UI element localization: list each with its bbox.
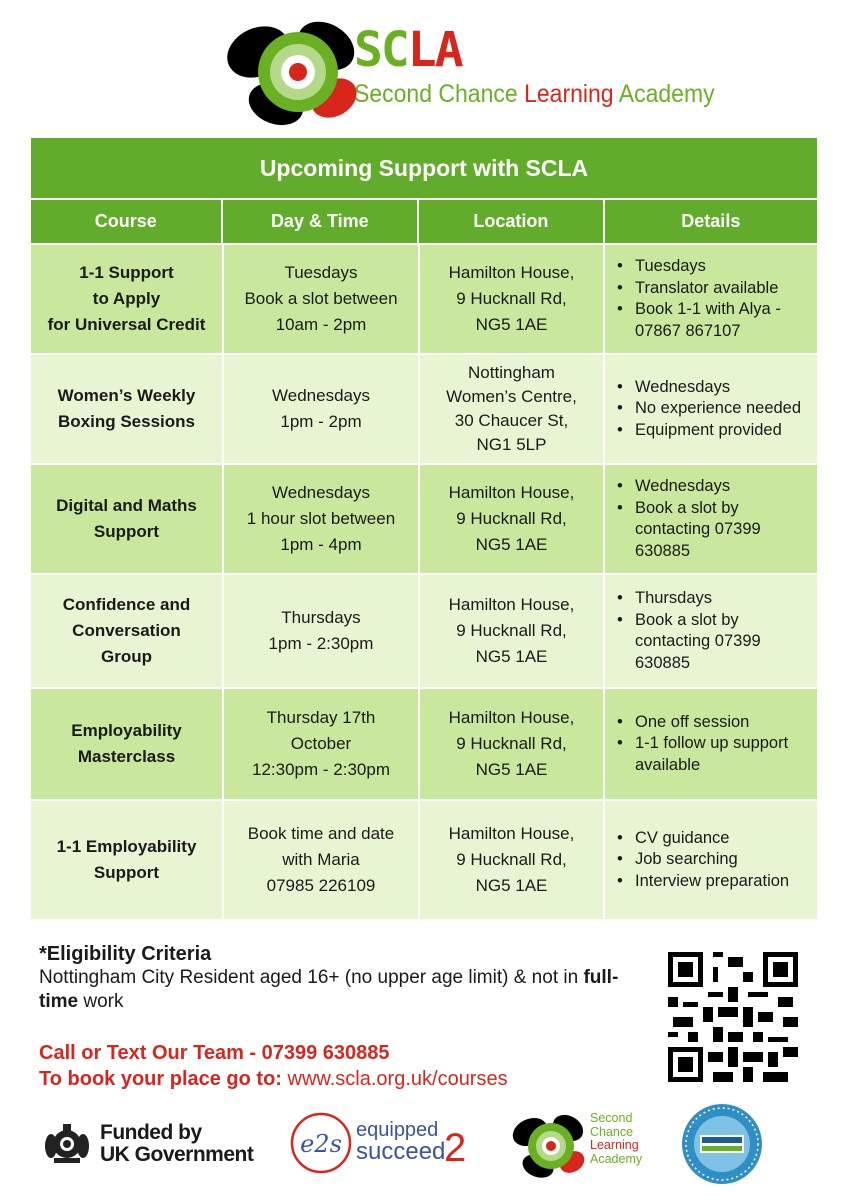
- call-line: Call or Text Our Team - 07399 630885: [39, 1042, 390, 1064]
- table-title: Upcoming Support with SCLA: [31, 138, 817, 198]
- header-location: Location: [417, 200, 603, 243]
- uk-government-logo: [44, 1118, 264, 1168]
- list-item: • 1-1 follow up support available: [635, 733, 813, 776]
- list-item: • Wednesdays: [635, 476, 813, 498]
- svg-text:e2s: e2s: [300, 1130, 342, 1158]
- course-cell: 1-1 Employability Support: [56, 837, 197, 882]
- list-item: • Interview preparation: [635, 871, 789, 893]
- equipped-to-succeed-logo: e2s equipped succeed 2: [288, 1108, 473, 1178]
- table-row: [31, 463, 817, 573]
- location-cell: Hamilton House, 9 Hucknall Rd, NG5 1AE: [418, 465, 603, 573]
- list-item: • Book a slot by contacting 07399 630885: [635, 610, 813, 675]
- course-cell: Digital and Maths Support: [56, 496, 197, 541]
- skills-for-life-multiply-badge-icon: [680, 1102, 764, 1186]
- royal-crest-icon: [44, 1120, 90, 1166]
- details-cell: [603, 245, 817, 353]
- logo-short-name: SCLA: [354, 22, 462, 78]
- course-cell: 1-1 Support to Apply for Universal Credit: [47, 263, 206, 334]
- time-cell: Wednesdays 1pm - 2pm: [222, 355, 418, 463]
- eligibility-text: Nottingham City Resident aged 16+ (no upper age limit) & not in full-time work: [39, 967, 619, 1012]
- e2s-monogram-icon: [288, 1108, 354, 1178]
- list-item: • CV guidance: [635, 828, 789, 850]
- header-course: Course: [94, 211, 157, 231]
- table-header-row: [31, 198, 817, 243]
- location-cell: Hamilton House, 9 Hucknall Rd, NG5 1AE: [418, 689, 603, 799]
- location-cell: Nottingham Women’s Centre, 30 Chaucer St, NG1 5LP: [418, 355, 603, 463]
- list-item: • Book a slot by contacting 07399 630885: [635, 498, 813, 563]
- header-details: Details: [603, 200, 817, 243]
- table-row: [31, 799, 817, 919]
- details-cell: [603, 575, 817, 687]
- eligibility-title: *Eligibility Criteria: [39, 943, 212, 965]
- list-item: • One off session: [635, 712, 813, 734]
- list-item: • Translator available: [635, 278, 813, 300]
- table-row: [31, 353, 817, 463]
- details-cell: [603, 355, 817, 463]
- time-cell: Thursday 17th October 12:30pm - 2:30pm: [222, 689, 418, 799]
- funded-by-text: Funded by UK Government: [100, 1121, 254, 1166]
- location-cell: Hamilton House, 9 Hucknall Rd, NG5 1AE: [418, 575, 603, 687]
- table-row: [31, 573, 817, 687]
- booking-line: To book your place go to: www.scla.org.uk/courses: [39, 1068, 508, 1090]
- location-cell: Hamilton House, 9 Hucknall Rd, NG5 1AE: [418, 801, 603, 919]
- course-cell: Employability Masterclass: [71, 721, 182, 766]
- header-day-time: Day & Time: [221, 200, 418, 243]
- support-table: [31, 138, 817, 919]
- time-cell: Book time and date with Maria 07985 226109: [222, 801, 418, 919]
- list-item: • Wednesdays: [635, 377, 801, 399]
- logo-full-name: Second Chance Learning Academy: [354, 80, 715, 108]
- table-row: [31, 243, 817, 353]
- table-row: [31, 687, 817, 799]
- courses-link[interactable]: www.scla.org.uk/courses: [287, 1068, 508, 1090]
- scla-flower-small-icon: [510, 1108, 590, 1184]
- qr-code-icon[interactable]: [668, 952, 798, 1082]
- list-item: • No experience needed: [635, 398, 801, 420]
- time-cell: Wednesdays 1 hour slot between 1pm - 4pm: [222, 465, 418, 573]
- list-item: • Book 1-1 with Alya - 07867 867107: [635, 299, 813, 342]
- details-cell: [603, 465, 817, 573]
- list-item: • Thursdays: [635, 588, 813, 610]
- list-item: • Tuesdays: [635, 256, 813, 278]
- time-cell: Tuesdays Book a slot between 10am - 2pm: [222, 245, 418, 353]
- location-cell: Hamilton House, 9 Hucknall Rd, NG5 1AE: [418, 245, 603, 353]
- list-item: • Job searching: [635, 849, 789, 871]
- scla-small-logo: [510, 1108, 643, 1184]
- eligibility-section: [39, 942, 649, 1014]
- scla-header-logo: [226, 12, 715, 128]
- course-cell: Confidence and Conversation Group: [62, 595, 191, 666]
- list-item: • Equipment provided: [635, 420, 801, 442]
- scla-flower-logo-icon: [226, 12, 366, 128]
- details-cell: [603, 689, 817, 799]
- details-cell: [603, 801, 817, 919]
- scla-small-name: Second Chance Learning Academy: [590, 1111, 643, 1166]
- time-cell: Thursdays 1pm - 2:30pm: [222, 575, 418, 687]
- course-cell: Women’s Weekly Boxing Sessions: [57, 386, 196, 431]
- contact-section: [39, 1040, 649, 1092]
